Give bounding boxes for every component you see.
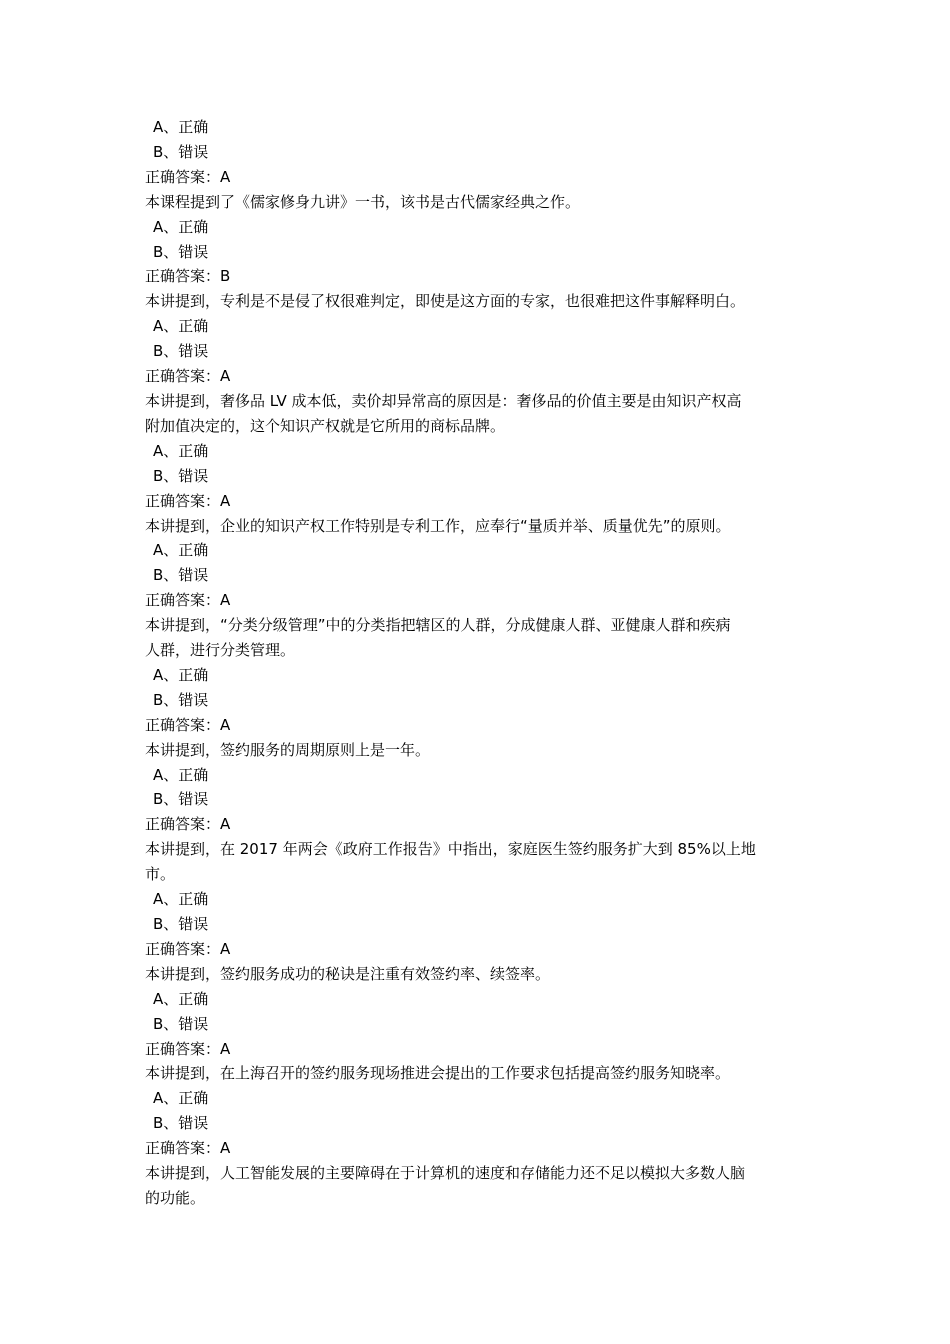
answer-option: B、错误 [153, 690, 209, 709]
correct-answer: 正确答案：A [145, 815, 231, 834]
correct-answer: 正确答案：A [145, 939, 231, 958]
correct-answer: 正确答案：B [145, 267, 231, 286]
answer-option: A、正确 [153, 217, 209, 236]
answer-option: A、正确 [153, 665, 209, 684]
answer-option: A、正确 [153, 541, 209, 560]
question-text: 本讲提到，人工智能发展的主要障碍在于计算机的速度和存储能力还不足以模拟大多数人脑 [145, 1164, 746, 1183]
answer-option: A、正确 [153, 317, 209, 336]
correct-answer: 正确答案：A [145, 1039, 231, 1058]
question-text: 本讲提到，签约服务成功的秘诀是注重有效签约率、续签率。 [145, 964, 551, 983]
answer-option: B、错误 [153, 342, 209, 361]
question-text: 附加值决定的，这个知识产权就是它所用的商标品牌。 [145, 416, 506, 435]
correct-answer: 正确答案：A [145, 491, 231, 510]
answer-option: A、正确 [153, 890, 209, 909]
question-text: 本讲提到，在 2017 年两会《政府工作报告》中指出，家庭医生签约服务扩大到 85%以上地 [145, 840, 756, 859]
correct-answer: 正确答案：A [145, 1139, 231, 1158]
question-text: 本讲提到，在上海召开的签约服务现场推进会提出的工作要求包括提高签约服务知晓率。 [145, 1064, 731, 1083]
question-text: 的功能。 [145, 1188, 206, 1207]
answer-option: B、错误 [153, 242, 209, 261]
question-text: 本讲提到，签约服务的周期原则上是一年。 [145, 740, 431, 759]
answer-option: A、正确 [153, 989, 209, 1008]
answer-option: B、错误 [153, 466, 209, 485]
answer-option: A、正确 [153, 118, 209, 136]
document-body [145, 115, 810, 1211]
answer-option: B、错误 [153, 1114, 209, 1133]
question-text: 本讲提到，奢侈品 LV 成本低，卖价却异常高的原因是：奢侈品的价值主要是由知识产权高 [145, 391, 742, 410]
answer-option: A、正确 [153, 765, 209, 784]
question-text: 本讲提到，“分类分级管理”中的分类指把辖区的人群，分成健康人群、亚健康人群和疾病 [145, 616, 731, 635]
correct-answer: 正确答案：A [145, 715, 231, 734]
answer-option: B、错误 [153, 142, 209, 161]
answer-option: B、错误 [153, 790, 209, 809]
answer-option: A、正确 [153, 1089, 209, 1108]
answer-option: B、错误 [153, 915, 209, 933]
question-text: 本课程提到了《儒家修身九讲》一书，该书是古代儒家经典之作。 [145, 192, 581, 211]
answer-option: B、错误 [153, 1014, 209, 1033]
question-text: 本讲提到，企业的知识产权工作特别是专利工作，应奉行“量质并举、质量优先”的原则。 [145, 516, 731, 535]
correct-answer: 正确答案：A [145, 591, 231, 610]
correct-answer: 正确答案：A [145, 167, 231, 186]
answer-option: B、错误 [153, 566, 209, 585]
correct-answer: 正确答案：A [145, 367, 231, 386]
question-text: 本讲提到，专利是不是侵了权很难判定，即使是这方面的专家，也很难把这件事解释明白。 [145, 292, 746, 311]
question-text: 人群，进行分类管理。 [145, 641, 296, 660]
question-text: 市。 [145, 865, 176, 884]
answer-option: A、正确 [153, 441, 209, 460]
